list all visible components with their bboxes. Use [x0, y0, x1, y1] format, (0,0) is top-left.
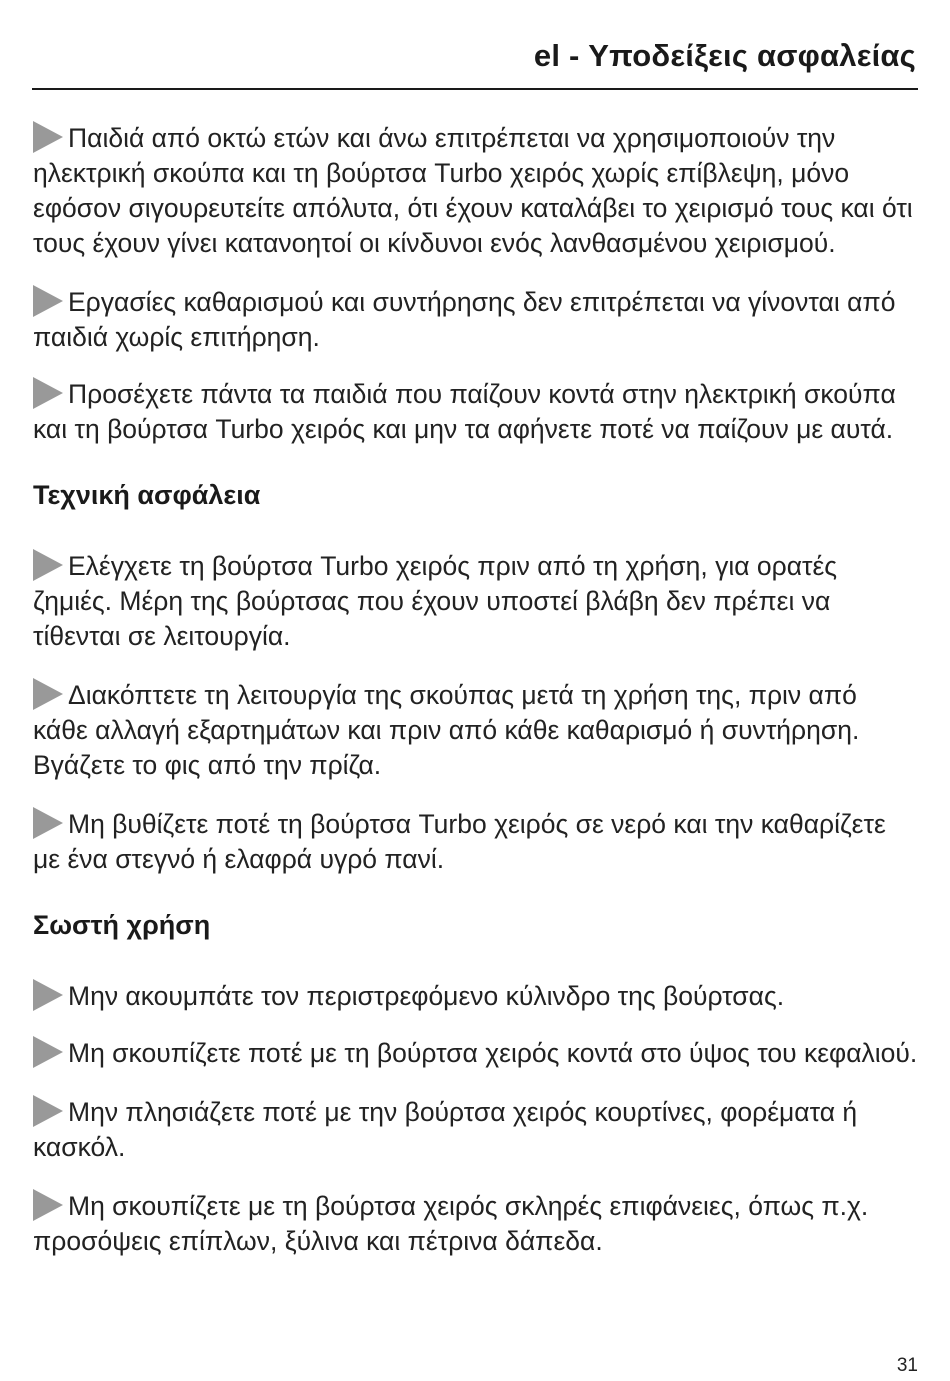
- safety-item-text: Μην πλησιάζετε ποτέ με την βούρτσα χειρός κουρτίνες, φορέματα ή κασκόλ.: [33, 1097, 858, 1162]
- safety-item-text: Προσέχετε πάντα τα παιδιά που παίζουν κοντά στην ηλεκτρική σκούπα και τη βούρτσα Turbo χειρός και μην τα αφήνετε ποτέ να παίζουν με αυτά.: [33, 379, 896, 444]
- safety-item-text: Εργασίες καθαρισμού και συντήρησης δεν επιτρέπεται να γίνονται από παιδιά χωρίς επιτήρηση.: [33, 287, 896, 352]
- safety-item: [33, 1189, 918, 1259]
- safety-item-text: Μη βυθίζετε ποτέ τη βούρτσα Turbo χειρός σε νερό και την καθαρίζετε με ένα στεγνό ή ελαφρά υγρό πανί.: [33, 809, 886, 874]
- safety-item-text: Παιδιά από οκτώ ετών και άνω επιτρέπεται να χρησιμοποιούν την ηλεκτρική σκούπα και τη βούρτσα Turbo χειρός χωρίς επίβλεψη, μόνο εφόσον σιγουρευτείτε απόλυτα, ότι έχουν καταλάβει το χειρισμό τους και ότι τους έχουν γίνει κατανοητοί οι κίνδυνοι ενός λανθασμένου χειρισμού.: [33, 123, 913, 258]
- safety-item-text: Διακόπτετε τη λειτουργία της σκούπας μετά τη χρήση της, πριν από κάθε αλλαγή εξαρτημάτων και πριν από κάθε καθαρισμό ή συντήρηση. Βγάζετε το φις από την πρίζα.: [33, 680, 860, 780]
- safety-item-text: Μη σκουπίζετε ποτέ με τη βούρτσα χειρός κοντά στο ύψος του κεφαλιού.: [68, 1038, 918, 1068]
- safety-item: [33, 807, 918, 877]
- triangle-arrow-icon: [33, 1189, 63, 1221]
- triangle-arrow-icon: [33, 979, 63, 1011]
- triangle-arrow-icon: [33, 1036, 63, 1068]
- safety-item: [33, 678, 918, 783]
- safety-item-text: Μη σκουπίζετε με τη βούρτσα χειρός σκληρές επιφάνειες, όπως π.χ. προσόψεις επίπλων, ξύλινα και πέτρινα δάπεδα.: [33, 1191, 869, 1256]
- page-header: [32, 38, 918, 90]
- triangle-arrow-icon: [33, 678, 63, 710]
- section-heading-technical-safety: Τεχνική ασφάλεια: [33, 480, 261, 510]
- triangle-arrow-icon: [33, 285, 63, 317]
- triangle-arrow-icon: [33, 377, 63, 409]
- safety-item: [33, 549, 918, 654]
- page-content: [33, 121, 918, 1283]
- safety-item: [33, 377, 918, 447]
- triangle-arrow-icon: [33, 121, 63, 153]
- header-title: el - Υποδείξεις ασφαλείας: [533, 38, 916, 73]
- page-number: 31: [896, 1355, 918, 1376]
- safety-item-text: Ελέγχετε τη βούρτσα Turbo χειρός πριν από τη χρήση, για ορατές ζημιές. Μέρη της βούρτσας που έχουν υποστεί βλάβη δεν πρέπει να τίθενται σε λειτουργία.: [33, 551, 838, 651]
- safety-item-text: Μην ακουμπάτε τον περιστρεφόμενο κύλινδρο της βούρτσας.: [68, 981, 785, 1011]
- safety-item: [33, 1036, 918, 1071]
- safety-item: [33, 1095, 918, 1165]
- triangle-arrow-icon: [33, 549, 63, 581]
- safety-item: [33, 121, 918, 261]
- safety-item: [33, 979, 918, 1014]
- section-heading-correct-use: Σωστή χρήση: [33, 910, 211, 940]
- safety-item: [33, 285, 918, 355]
- triangle-arrow-icon: [33, 1095, 63, 1127]
- triangle-arrow-icon: [33, 807, 63, 839]
